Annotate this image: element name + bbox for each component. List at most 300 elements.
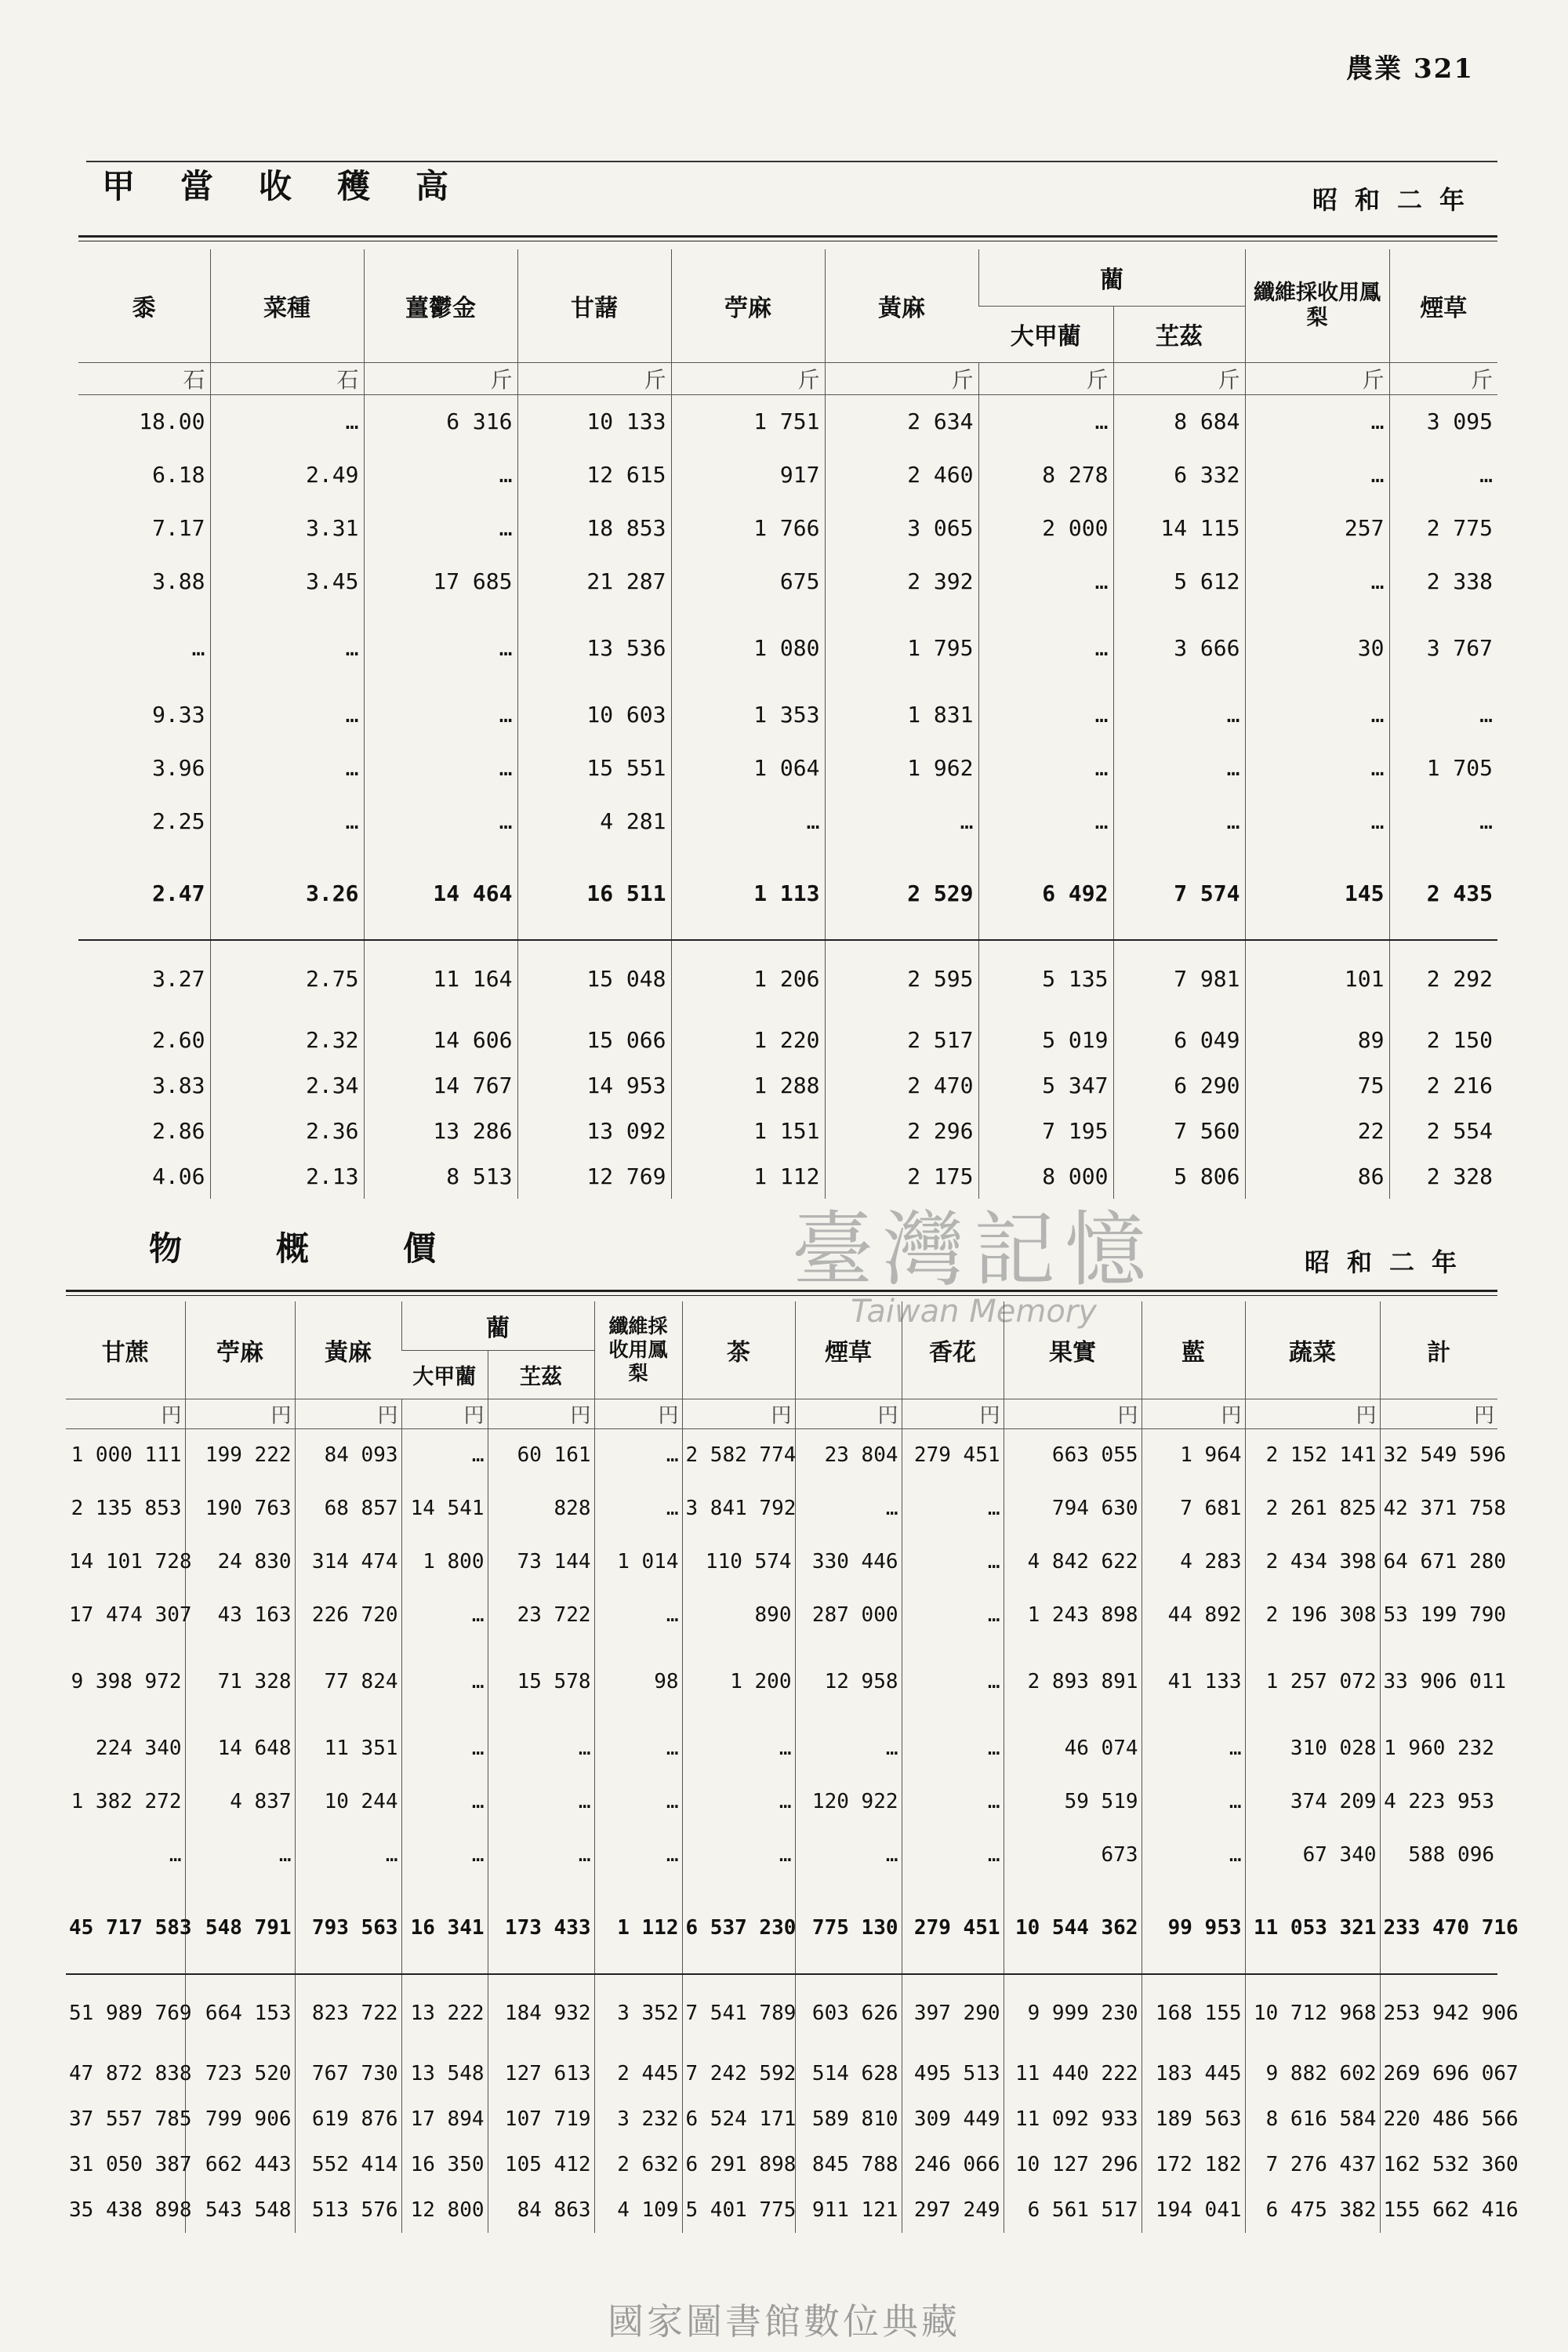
- col-header: 黍: [78, 249, 210, 362]
- table-cell: 2 595: [825, 940, 978, 1017]
- table-cell: 44 892: [1142, 1588, 1245, 1642]
- history-row: [66, 2096, 1497, 2142]
- table-cell: 15 551: [517, 741, 671, 794]
- section-name: 農業: [1346, 53, 1403, 85]
- table-cell: 1 766: [671, 501, 825, 554]
- page-number: 321: [1414, 53, 1474, 85]
- table-cell: 2 435: [1389, 848, 1497, 940]
- table-cell: 7 195: [978, 1108, 1113, 1153]
- table-cell: 45 717 583: [69, 1915, 192, 1940]
- table-cell: 495 513: [902, 2051, 1004, 2096]
- table-cell: 4 837: [185, 1775, 295, 1828]
- unit-cell: 斤: [671, 362, 825, 394]
- table-cell: 6 561 517: [1004, 2187, 1142, 2233]
- table-cell: 828: [488, 1482, 594, 1535]
- unit-cell: 斤: [1245, 362, 1389, 394]
- table-cell: 16 341: [401, 1882, 488, 1974]
- table-cell: 3.27: [78, 940, 210, 1017]
- table-cell: 1 960 232: [1380, 1722, 1497, 1775]
- table-cell: 12 958: [795, 1642, 902, 1722]
- table-cell: 15 578: [488, 1642, 594, 1722]
- table-cell: 619 876: [295, 2096, 401, 2142]
- table-cell: 59 519: [1004, 1775, 1142, 1828]
- table-cell: 71 328: [185, 1642, 295, 1722]
- table-cell: 3.26: [210, 848, 364, 940]
- table-cell: 1 200: [682, 1642, 795, 1722]
- table-cell: …: [1245, 741, 1389, 794]
- table-cell: 2.25: [152, 808, 205, 834]
- table-cell: 1 800: [401, 1535, 488, 1588]
- table-cell: 823 722: [295, 1974, 401, 2051]
- table-cell: 64 671 280: [1380, 1535, 1497, 1588]
- col-header: 藍: [1142, 1301, 1245, 1399]
- table-cell: 662 443: [185, 2142, 295, 2187]
- table-cell: 11 164: [364, 940, 517, 1017]
- table-cell: 32 549 596: [1380, 1428, 1497, 1482]
- table-cell: 2 634: [825, 394, 978, 448]
- table-cell: 33 906 011: [1380, 1642, 1497, 1722]
- table-cell: 1 112: [594, 1882, 682, 1974]
- table-cell: 3 232: [594, 2096, 682, 2142]
- table-cell: …: [902, 1482, 1004, 1535]
- table-cell: 1 353: [671, 688, 825, 741]
- table-cell: …: [1142, 1828, 1245, 1882]
- history-row: [78, 1017, 1497, 1062]
- history-row: [78, 1108, 1497, 1153]
- col-header: 纖維採收用鳳梨: [594, 1301, 682, 1399]
- col-header: 茶: [682, 1301, 795, 1399]
- table-cell: 12 800: [401, 2187, 488, 2233]
- table-row: [78, 688, 1497, 741]
- table-cell: 2 517: [825, 1017, 978, 1062]
- table-cell: 9 882 602: [1245, 2051, 1380, 2096]
- table-cell: 2 893 891: [1004, 1642, 1142, 1722]
- table-cell: 24 830: [185, 1535, 295, 1588]
- table-cell: 13 548: [401, 2051, 488, 2096]
- sub-header: 芏茲: [1113, 306, 1245, 362]
- table-cell: 6 492: [978, 848, 1113, 940]
- table-cell: 2 529: [825, 848, 978, 940]
- table-cell: 226 720: [295, 1588, 401, 1642]
- history-row: [66, 2142, 1497, 2187]
- unit-cell: 円: [401, 1399, 488, 1428]
- table-cell: …: [488, 1775, 594, 1828]
- table-cell: 5 135: [978, 940, 1113, 1017]
- table-cell: 14 541: [401, 1482, 488, 1535]
- table-cell: 13 222: [401, 1974, 488, 2051]
- unit-cell: 円: [902, 1399, 1004, 1428]
- table-cell: 5 806: [1113, 1153, 1245, 1199]
- unit-cell: 円: [594, 1399, 682, 1428]
- table-cell: 37 557 785: [69, 2107, 192, 2131]
- table-cell: 172 182: [1142, 2142, 1245, 2187]
- table-cell: 513 576: [295, 2187, 401, 2233]
- table-cell: …: [364, 448, 517, 501]
- table-cell: 3.88: [152, 568, 205, 594]
- table-cell: 7.17: [152, 514, 205, 541]
- table-cell: 664 153: [185, 1974, 295, 2051]
- table-cell: 98: [594, 1642, 682, 1722]
- total-row: [66, 1882, 1497, 1974]
- table-cell: 15 066: [517, 1017, 671, 1062]
- table-cell: 189 563: [1142, 2096, 1245, 2142]
- table-cell: 107 719: [488, 2096, 594, 2142]
- table-cell: 7 560: [1113, 1108, 1245, 1153]
- table-cell: 7 981: [1113, 940, 1245, 1017]
- table-cell: 297 249: [902, 2187, 1004, 2233]
- table-cell: 911 121: [795, 2187, 902, 2233]
- table-cell: 2 582 774: [682, 1428, 795, 1482]
- table-cell: …: [682, 1722, 795, 1775]
- unit-cell: 円: [682, 1399, 795, 1428]
- table-cell: 1 705: [1389, 741, 1497, 794]
- table-cell: 1 220: [671, 1017, 825, 1062]
- table-cell: 12 615: [517, 448, 671, 501]
- table-cell: 15 048: [517, 940, 671, 1017]
- table-cell: 663 055: [1004, 1428, 1142, 1482]
- table-cell: 51 989 769: [66, 1974, 185, 2051]
- table-cell: 2.34: [210, 1062, 364, 1108]
- table-cell: …: [1142, 1775, 1245, 1828]
- table-cell: 77 824: [295, 1642, 401, 1722]
- table-cell: 47 872 838: [69, 2062, 192, 2085]
- table-cell: 2 470: [825, 1062, 978, 1108]
- table-cell: …: [825, 794, 978, 848]
- table-cell: 13 092: [517, 1108, 671, 1153]
- table-cell: 2 338: [1389, 554, 1497, 608]
- unit-cell: 斤: [1113, 362, 1245, 394]
- table-cell: 4 223 953: [1380, 1775, 1497, 1828]
- table-cell: 86: [1245, 1153, 1389, 1199]
- history-row: [78, 940, 1497, 1017]
- table-cell: …: [364, 794, 517, 848]
- table-cell: 7 276 437: [1245, 2142, 1380, 2187]
- table-cell: 120 922: [795, 1775, 902, 1828]
- table-cell: …: [594, 1588, 682, 1642]
- unit-cell: 斤: [1389, 362, 1497, 394]
- table-cell: …: [978, 741, 1113, 794]
- table-cell: 890: [682, 1588, 795, 1642]
- table-cell: 14 115: [1113, 501, 1245, 554]
- top-section-title: 甲當收穫高: [102, 167, 495, 205]
- unit-cell: 円: [1245, 1399, 1380, 1428]
- col-header: 香花: [902, 1301, 1004, 1399]
- table-cell: 1 000 111: [71, 1443, 182, 1468]
- table-cell: 5 401 775: [682, 2187, 795, 2233]
- table-cell: 5 347: [978, 1062, 1113, 1108]
- history-row: [78, 1153, 1497, 1199]
- table-cell: …: [978, 554, 1113, 608]
- table-cell: 397 290: [902, 1974, 1004, 2051]
- table-cell: …: [210, 688, 364, 741]
- col-header: 黃麻: [825, 249, 978, 362]
- table-cell: …: [210, 741, 364, 794]
- table-cell: 18 853: [517, 501, 671, 554]
- table-cell: 11 440 222: [1004, 2051, 1142, 2096]
- table-cell: …: [1245, 554, 1389, 608]
- table-cell: 31 050 387: [69, 2153, 192, 2176]
- table-cell: 845 788: [795, 2142, 902, 2187]
- table-cell: 269 696 067: [1380, 2051, 1497, 2096]
- table-cell: …: [594, 1722, 682, 1775]
- table-cell: 1 151: [671, 1108, 825, 1153]
- table-cell: 2 328: [1389, 1153, 1497, 1199]
- table-cell: 21 287: [517, 554, 671, 608]
- table-cell: …: [401, 1642, 488, 1722]
- table-cell: 6 524 171: [682, 2096, 795, 2142]
- unit-cell: 円: [795, 1399, 902, 1428]
- table-cell: 14 648: [185, 1722, 295, 1775]
- table-cell: 2 175: [825, 1153, 978, 1199]
- table-cell: 53 199 790: [1380, 1588, 1497, 1642]
- top-section-year: 昭和二年: [1312, 185, 1482, 215]
- table-cell: …: [401, 1828, 488, 1882]
- col-header: 果實: [1004, 1301, 1142, 1399]
- table-cell: 8 000: [978, 1153, 1113, 1199]
- table-cell: 2 135 853: [71, 1497, 182, 1520]
- table-cell: 16 350: [401, 2142, 488, 2187]
- table-cell: 794 630: [1004, 1482, 1142, 1535]
- table-cell: 101: [1245, 940, 1389, 1017]
- table-cell: 35 438 898: [69, 2198, 192, 2222]
- unit-cell: 石: [210, 362, 364, 394]
- table-cell: 11 092 933: [1004, 2096, 1142, 2142]
- col-header: 計: [1380, 1301, 1497, 1399]
- table-cell: …: [682, 1828, 795, 1882]
- table-cell: …: [488, 1828, 594, 1882]
- unit-cell: 円: [1142, 1399, 1245, 1428]
- table-cell: …: [1142, 1722, 1245, 1775]
- table-cell: 279 451: [902, 1428, 1004, 1482]
- table-row: [78, 554, 1497, 608]
- col-header: 蔬菜: [1245, 1301, 1380, 1399]
- table-cell: 1 113: [671, 848, 825, 940]
- table-cell: 246 066: [902, 2142, 1004, 2187]
- table-cell: …: [594, 1828, 682, 1882]
- col-header-group: 藺: [978, 249, 1245, 306]
- table-cell: 42 371 758: [1380, 1482, 1497, 1535]
- bottom-section-title: 物概價: [149, 1229, 531, 1268]
- table-cell: …: [210, 394, 364, 448]
- table-cell: 18.00: [139, 408, 205, 434]
- table-cell: …: [1113, 688, 1245, 741]
- table-cell: 1 795: [825, 608, 978, 688]
- table-cell: 309 449: [902, 2096, 1004, 2142]
- table-row: [78, 794, 1497, 848]
- col-header: 煙草: [1389, 249, 1497, 362]
- table-cell: 10 244: [295, 1775, 401, 1828]
- table-cell: 2 150: [1389, 1017, 1497, 1062]
- table-cell: …: [795, 1828, 902, 1882]
- table-cell: 60 161: [488, 1428, 594, 1482]
- table-cell: 2.75: [210, 940, 364, 1017]
- table-cell: 1 831: [825, 688, 978, 741]
- table-row: [66, 1775, 1497, 1828]
- table-cell: 190 763: [185, 1482, 295, 1535]
- table-cell: 199 222: [185, 1428, 295, 1482]
- unit-cell: 斤: [825, 362, 978, 394]
- table-cell: …: [902, 1828, 1004, 1882]
- table-cell: 13 536: [517, 608, 671, 688]
- table-cell: 2.13: [210, 1153, 364, 1199]
- table-cell: 14 464: [364, 848, 517, 940]
- table-cell: …: [902, 1722, 1004, 1775]
- table-cell: 2.60: [152, 1026, 205, 1053]
- history-row: [78, 1062, 1497, 1108]
- table-row: [66, 1828, 1497, 1882]
- table-cell: …: [902, 1642, 1004, 1722]
- bottom-section-year: 昭和二年: [1304, 1247, 1474, 1277]
- table-cell: 183 445: [1142, 2051, 1245, 2096]
- table-cell: 1 243 898: [1004, 1588, 1142, 1642]
- table-cell: 287 000: [795, 1588, 902, 1642]
- table-row: [78, 448, 1497, 501]
- table-cell: 10 712 968: [1245, 1974, 1380, 2051]
- table-cell: …: [401, 1428, 488, 1482]
- table-cell: 2 261 825: [1245, 1482, 1380, 1535]
- value-table: [66, 1301, 1519, 2233]
- table-cell: …: [795, 1482, 902, 1535]
- table-cell: 1 014: [594, 1535, 682, 1588]
- table-cell: 7 242 592: [682, 2051, 795, 2096]
- table-cell: 4 109: [594, 2187, 682, 2233]
- table-cell: 279 451: [902, 1882, 1004, 1974]
- table-cell: 6 316: [364, 394, 517, 448]
- table-cell: 8 616 584: [1245, 2096, 1380, 2142]
- total-row: [78, 848, 1497, 940]
- table-cell: …: [902, 1775, 1004, 1828]
- table-cell: 9 398 972: [71, 1670, 182, 1693]
- table-cell: 793 563: [295, 1882, 401, 1974]
- sub-header: 大甲藺: [401, 1350, 488, 1399]
- unit-cell: 石: [78, 362, 210, 394]
- table-cell: …: [594, 1482, 682, 1535]
- table-cell: 22: [1245, 1108, 1389, 1153]
- table-cell: …: [191, 634, 205, 661]
- table-row: [78, 608, 1497, 688]
- table-cell: 8 278: [978, 448, 1113, 501]
- table-cell: 220 486 566: [1380, 2096, 1497, 2142]
- table-cell: 10 133: [517, 394, 671, 448]
- table-cell: 917: [671, 448, 825, 501]
- table-cell: 3 095: [1389, 394, 1497, 448]
- table-row: [66, 1535, 1497, 1588]
- table-cell: …: [488, 1722, 594, 1775]
- table-cell: 194 041: [1142, 2187, 1245, 2233]
- table-cell: 155 662 416: [1380, 2187, 1497, 2233]
- table-cell: 14 953: [517, 1062, 671, 1108]
- table-cell: 314 474: [295, 1535, 401, 1588]
- table-cell: 46 074: [1004, 1722, 1142, 1775]
- table-cell: …: [169, 1843, 182, 1867]
- yield-table: [78, 249, 1497, 1199]
- table-cell: 2.49: [210, 448, 364, 501]
- table-cell: 73 144: [488, 1535, 594, 1588]
- table-cell: 6 475 382: [1245, 2187, 1380, 2233]
- table-cell: 552 414: [295, 2142, 401, 2187]
- table-row: [66, 1642, 1497, 1722]
- table-cell: 673: [1004, 1828, 1142, 1882]
- table-cell: 105 412: [488, 2142, 594, 2187]
- col-header: 黃麻: [295, 1301, 401, 1399]
- table-cell: …: [1389, 448, 1497, 501]
- table-cell: 2 392: [825, 554, 978, 608]
- table-row: [66, 1722, 1497, 1775]
- table-row: [78, 394, 1497, 448]
- table-cell: 13 286: [364, 1108, 517, 1153]
- table-cell: 6 290: [1113, 1062, 1245, 1108]
- table-cell: 2 296: [825, 1108, 978, 1153]
- col-header-group: 藺: [401, 1301, 594, 1350]
- unit-cell: 斤: [978, 362, 1113, 394]
- table-cell: 7 681: [1142, 1482, 1245, 1535]
- unit-row: [78, 362, 1497, 394]
- table-cell: 110 574: [682, 1535, 795, 1588]
- table-cell: 2.47: [152, 880, 205, 906]
- table-cell: …: [364, 501, 517, 554]
- sub-header: 大甲藺: [978, 306, 1113, 362]
- table-cell: 168 155: [1142, 1974, 1245, 2051]
- table-cell: 330 446: [795, 1535, 902, 1588]
- table-cell: …: [671, 794, 825, 848]
- table-cell: 588 096: [1380, 1828, 1497, 1882]
- table-cell: …: [1245, 688, 1389, 741]
- table-cell: 12 769: [517, 1153, 671, 1199]
- table-cell: 1 382 272: [71, 1790, 182, 1813]
- history-row: [66, 1974, 1497, 2051]
- unit-cell: 斤: [364, 362, 517, 394]
- table-cell: …: [978, 794, 1113, 848]
- table-cell: 775 130: [795, 1882, 902, 1974]
- table-cell: …: [364, 741, 517, 794]
- table-cell: 3 767: [1389, 608, 1497, 688]
- table-cell: 9.33: [152, 701, 205, 728]
- table-cell: 3 065: [825, 501, 978, 554]
- table-cell: 6 332: [1113, 448, 1245, 501]
- table-cell: 3.45: [210, 554, 364, 608]
- table-cell: 3 352: [594, 1974, 682, 2051]
- table-cell: 41 133: [1142, 1642, 1245, 1722]
- unit-cell: 円: [295, 1399, 401, 1428]
- table-cell: 99 953: [1142, 1882, 1245, 1974]
- table-cell: 184 932: [488, 1974, 594, 2051]
- table-cell: 68 857: [295, 1482, 401, 1535]
- table-cell: 2 292: [1389, 940, 1497, 1017]
- table-cell: 6 537 230: [682, 1882, 795, 1974]
- table-cell: 14 606: [364, 1017, 517, 1062]
- table-cell: 23 804: [795, 1428, 902, 1482]
- table-cell: …: [295, 1828, 401, 1882]
- library-footer: 國家圖書館數位典藏: [608, 2300, 960, 2343]
- unit-cell: 円: [1380, 1399, 1497, 1428]
- table-cell: 6.18: [152, 461, 205, 488]
- table-cell: 75: [1245, 1062, 1389, 1108]
- table-cell: 2 216: [1389, 1062, 1497, 1108]
- table-cell: 127 613: [488, 2051, 594, 2096]
- table-cell: 8 684: [1113, 394, 1245, 448]
- table-cell: 3 666: [1113, 608, 1245, 688]
- table-cell: 6 291 898: [682, 2142, 795, 2187]
- table-cell: 89: [1245, 1017, 1389, 1062]
- history-row: [66, 2051, 1497, 2096]
- col-header: 甘蔗: [66, 1301, 185, 1399]
- table-cell: 2 632: [594, 2142, 682, 2187]
- col-header: 纖維採收用鳳梨: [1245, 249, 1389, 362]
- table-cell: 162 532 360: [1380, 2142, 1497, 2187]
- table-cell: 173 433: [488, 1882, 594, 1974]
- table-cell: 10 603: [517, 688, 671, 741]
- table-cell: …: [401, 1775, 488, 1828]
